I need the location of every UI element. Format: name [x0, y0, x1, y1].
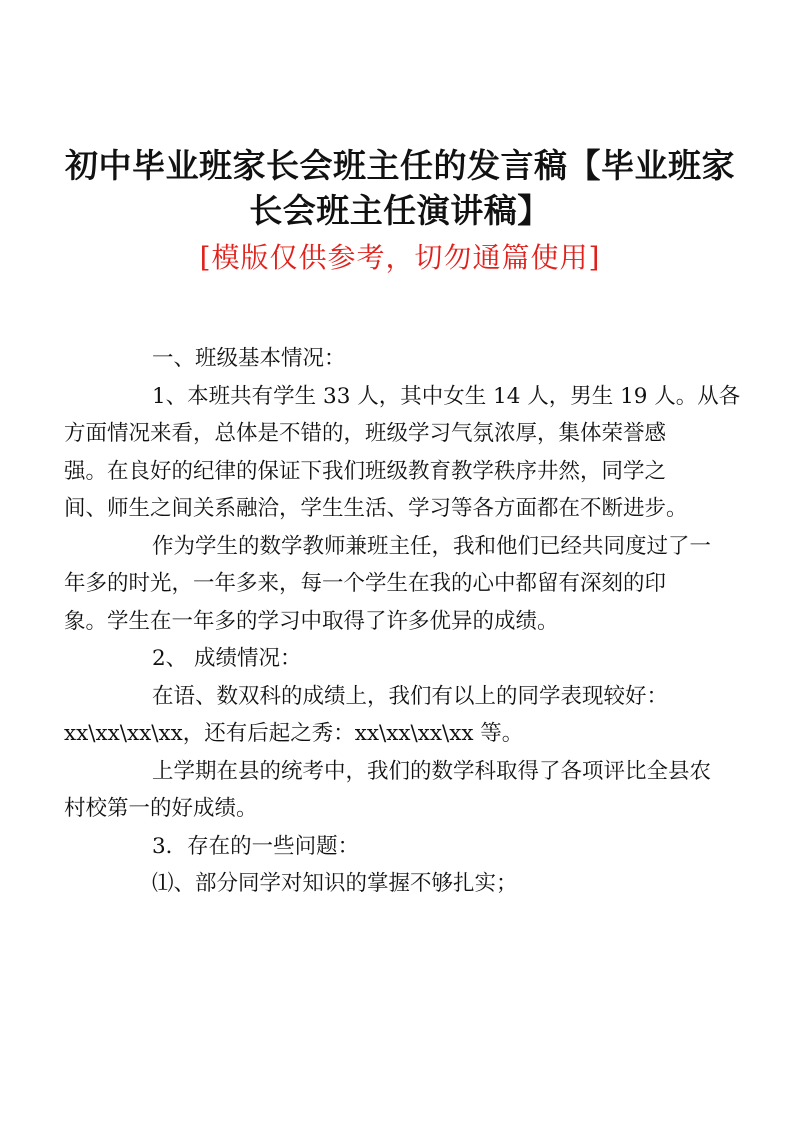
body-line: 方面情况来看，总体是不错的，班级学习气氛浓厚，集体荣誉感: [64, 421, 667, 446]
template-notice: [模版仅供参考，切勿通篇使用]: [199, 241, 601, 274]
body-line: 村校第一的好成绩。: [64, 796, 258, 821]
document-body: [64, 340, 741, 903]
body-line: 在语、数双科的成绩上，我们有以上的同学表现较好：: [152, 683, 669, 709]
document-title: [60, 143, 740, 233]
body-line: ⑴、部分同学对知识的掌握不够扎实；: [152, 871, 518, 896]
section-heading-3: 3．存在的一些问题：: [152, 833, 360, 859]
body-line: 作为学生的数学教师兼班主任，我和他们已经共同度过了一: [152, 533, 712, 559]
body-line: 强。在良好的纪律的保证下我们班级教育教学秩序井然，同学之: [64, 458, 667, 484]
body-line: 1、本班共有学生 33 人，其中女生 14 人，男生 19 人。从各: [152, 383, 741, 409]
body-line: 间、师生之间关系融洽，学生生活、学习等各方面都在不断进步。: [64, 496, 688, 521]
title-line-2: 长会班主任演讲稿】: [249, 191, 551, 230]
title-line-1: 初中毕业班家长会班主任的发言稿【毕业班家: [65, 146, 735, 185]
body-line: 年多的时光，一年多来，每一个学生在我的心中都留有深刻的印: [64, 571, 667, 596]
section-heading-1: 一、班级基本情况：: [152, 346, 346, 371]
body-line: xx\xx\xx\xx，还有后起之秀：xx\xx\xx\xx 等。: [64, 721, 524, 746]
section-heading-2: 2、 成绩情况：: [152, 646, 302, 671]
body-line: 象。学生在一年多的学习中取得了许多优异的成绩。: [64, 608, 559, 634]
body-line: 上学期在县的统考中，我们的数学科取得了各项评比全县农: [152, 758, 712, 784]
